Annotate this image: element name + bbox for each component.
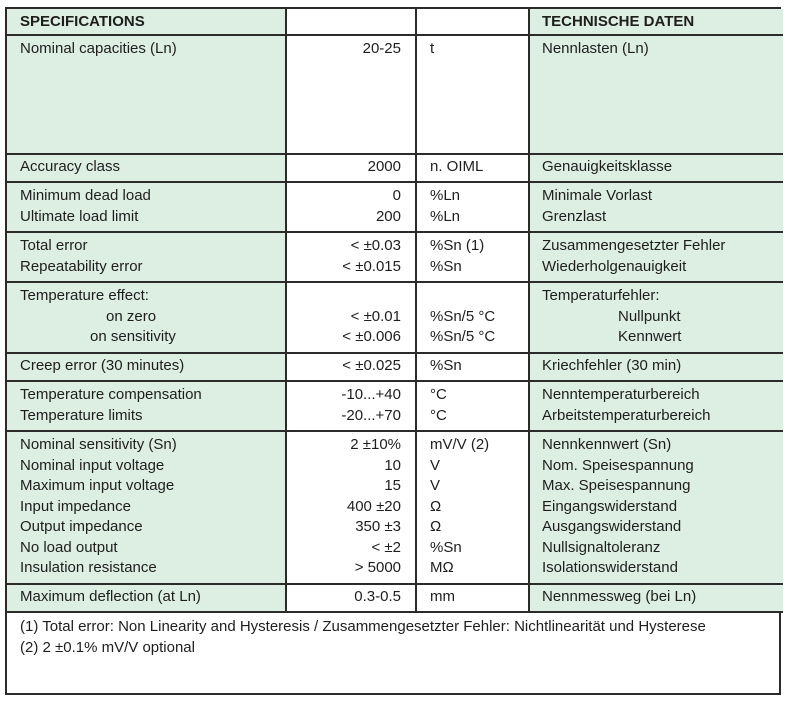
footnotes: [7, 613, 779, 658]
error-de: [529, 232, 783, 282]
header-blank-2: [416, 9, 529, 35]
input-impedance-label: Input impedance: [20, 497, 131, 515]
creep-en: Creep error (30 minutes): [7, 353, 286, 381]
output-impedance-value: 350 ±3: [355, 518, 401, 535]
header-blank-1: [286, 9, 416, 35]
accuracy-value: 2000: [286, 154, 416, 182]
ultimate-load-label: Ultimate load limit: [20, 207, 139, 225]
temp-effect-en: [7, 282, 286, 353]
creep-value: < ±0.025: [286, 353, 416, 381]
min-dead-load-unit: %Ln: [430, 187, 461, 204]
temp-effect-row: [7, 282, 783, 353]
capacity-value: 20-25: [286, 35, 416, 154]
on-zero-unit: %Sn/5 °C: [430, 307, 496, 325]
on-sensitivity-unit: %Sn/5 °C: [430, 328, 496, 345]
temp-limits-de: Arbeitstemperaturbereich: [542, 406, 711, 424]
electrical-values: [286, 431, 416, 584]
deflection-value: 0.3-0.5: [286, 584, 416, 612]
total-error-unit: %Sn (1): [430, 237, 485, 254]
deflection-en: Maximum deflection (at Ln): [7, 584, 286, 612]
temp-compensation-unit: °C: [430, 386, 447, 403]
nominal-sensitivity-de: Nennkennwert (Sn): [542, 436, 672, 453]
input-impedance-value: 400 ±20: [346, 497, 401, 515]
temp-limits-unit: °C: [430, 406, 447, 424]
load-de: [529, 182, 783, 232]
footnote-2: (2) 2 ±0.1% mV/V optional: [20, 638, 195, 656]
repeatability-label: Repeatability error: [20, 257, 143, 275]
repeatability-value: < ±0.015: [342, 257, 401, 275]
temp-compensation-de: Nenntemperaturbereich: [542, 386, 700, 403]
on-sensitivity-value: < ±0.006: [342, 328, 401, 345]
ultimate-load-de: Grenzlast: [542, 207, 607, 225]
min-dead-load-label: Minimum dead load: [20, 187, 151, 204]
deflection-unit: mm: [416, 584, 529, 612]
insulation-resistance-de: Isolationswiderstand: [542, 559, 678, 576]
deflection-de: Nennmessweg (bei Ln): [529, 584, 783, 612]
maximum-input-voltage-label: Maximum input voltage: [20, 477, 175, 494]
electrical-row: [7, 431, 783, 584]
input-impedance-unit: Ω: [430, 497, 442, 515]
electrical-de: [529, 431, 783, 584]
on-zero-label: on zero: [106, 307, 157, 325]
temp-compensation-value: -10...+40: [341, 386, 401, 403]
error-units: [416, 232, 529, 282]
electrical-en: [7, 431, 286, 584]
temp-comp-units: [416, 381, 529, 431]
spec-sheet: [5, 7, 781, 695]
no-load-output-value: < ±2: [371, 538, 401, 556]
total-error-label: Total error: [20, 237, 88, 254]
nominal-sensitivity-value: 2 ±10%: [350, 436, 401, 453]
error-values: [286, 232, 416, 282]
footnote-1: (1) Total error: Non Linearity and Hysteresis / Zusammengesetzter Fehler: Nichtlinearität und Hysterese: [20, 618, 706, 635]
accuracy-unit: n. OIML: [416, 154, 529, 182]
error-en: [7, 232, 286, 282]
nominal-input-voltage-label: Nominal input voltage: [20, 456, 165, 474]
insulation-resistance-unit: MΩ: [430, 559, 454, 576]
nominal-sensitivity-label: Nominal sensitivity (Sn): [20, 436, 177, 453]
capacity-unit: t: [416, 35, 529, 154]
capacity-row: [7, 35, 783, 154]
nominal-sensitivity-unit: mV/V (2): [430, 436, 490, 453]
electrical-units: [416, 431, 529, 584]
ultimate-load-unit: %Ln: [430, 207, 461, 225]
error-row: [7, 232, 783, 282]
temp-compensation-label: Temperature compensation: [20, 386, 202, 403]
temp-comp-values: [286, 381, 416, 431]
on-zero-value: < ±0.01: [350, 307, 401, 325]
header-en: SPECIFICATIONS: [7, 9, 286, 35]
total-error-de: Zusammengesetzter Fehler: [542, 237, 726, 254]
maximum-input-voltage-de: Max. Speisespannung: [542, 477, 691, 494]
temp-effect-units: [416, 282, 529, 353]
maximum-input-voltage-unit: V: [430, 477, 441, 494]
accuracy-en: Accuracy class: [7, 154, 286, 182]
no-load-output-label: No load output: [20, 538, 118, 556]
capacity-en: Nominal capacities (Ln): [7, 35, 286, 154]
input-impedance-de: Eingangswiderstand: [542, 497, 678, 515]
accuracy-de: Genauigkeitsklasse: [529, 154, 783, 182]
insulation-resistance-label: Insulation resistance: [20, 559, 157, 576]
accuracy-row: [7, 154, 783, 182]
spec-table: [7, 9, 783, 613]
nullpunkt-label: Nullpunkt: [618, 307, 681, 325]
min-dead-load-de: Minimale Vorlast: [542, 187, 653, 204]
load-en: [7, 182, 286, 232]
nominal-input-voltage-value: 10: [384, 456, 401, 474]
load-row: [7, 182, 783, 232]
temp-effect-de: [529, 282, 783, 353]
nominal-input-voltage-unit: V: [430, 456, 441, 474]
insulation-resistance-value: > 5000: [354, 559, 401, 576]
creep-de: Kriechfehler (30 min): [529, 353, 783, 381]
repeatability-unit: %Sn: [430, 257, 462, 275]
creep-row: [7, 353, 783, 381]
load-units: [416, 182, 529, 232]
temp-comp-de: [529, 381, 783, 431]
temp-comp-en: [7, 381, 286, 431]
repeatability-de: Wiederholgenauigkeit: [542, 257, 687, 275]
creep-unit: %Sn: [416, 353, 529, 381]
temp-effect-unit-blank: [430, 286, 528, 307]
no-load-output-de: Nullsignaltoleranz: [542, 538, 661, 556]
load-values: [286, 182, 416, 232]
nominal-input-voltage-de: Nom. Speisespannung: [542, 456, 694, 474]
header-de: TECHNISCHE DATEN: [529, 9, 783, 35]
min-dead-load-value: 0: [392, 187, 401, 204]
kennwert-label: Kennwert: [618, 328, 682, 345]
ultimate-load-value: 200: [375, 207, 401, 225]
temp-effect-label: Temperature effect:: [20, 287, 149, 304]
temp-effect-de-label: Temperaturfehler:: [542, 287, 660, 304]
temp-comp-row: [7, 381, 783, 431]
deflection-row: [7, 584, 783, 612]
output-impedance-unit: Ω: [430, 518, 442, 535]
temp-effect-values: [286, 282, 416, 353]
temp-effect-blank: [287, 286, 401, 307]
temp-limits-value: -20...+70: [341, 406, 401, 424]
header-row: [7, 9, 783, 35]
no-load-output-unit: %Sn: [430, 538, 462, 556]
capacity-de: Nennlasten (Ln): [529, 35, 783, 154]
output-impedance-label: Output impedance: [20, 518, 143, 535]
on-sensitivity-label: on sensitivity: [90, 328, 176, 345]
temp-limits-label: Temperature limits: [20, 406, 143, 424]
output-impedance-de: Ausgangswiderstand: [542, 518, 682, 535]
total-error-value: < ±0.03: [350, 237, 401, 254]
maximum-input-voltage-value: 15: [384, 477, 401, 494]
